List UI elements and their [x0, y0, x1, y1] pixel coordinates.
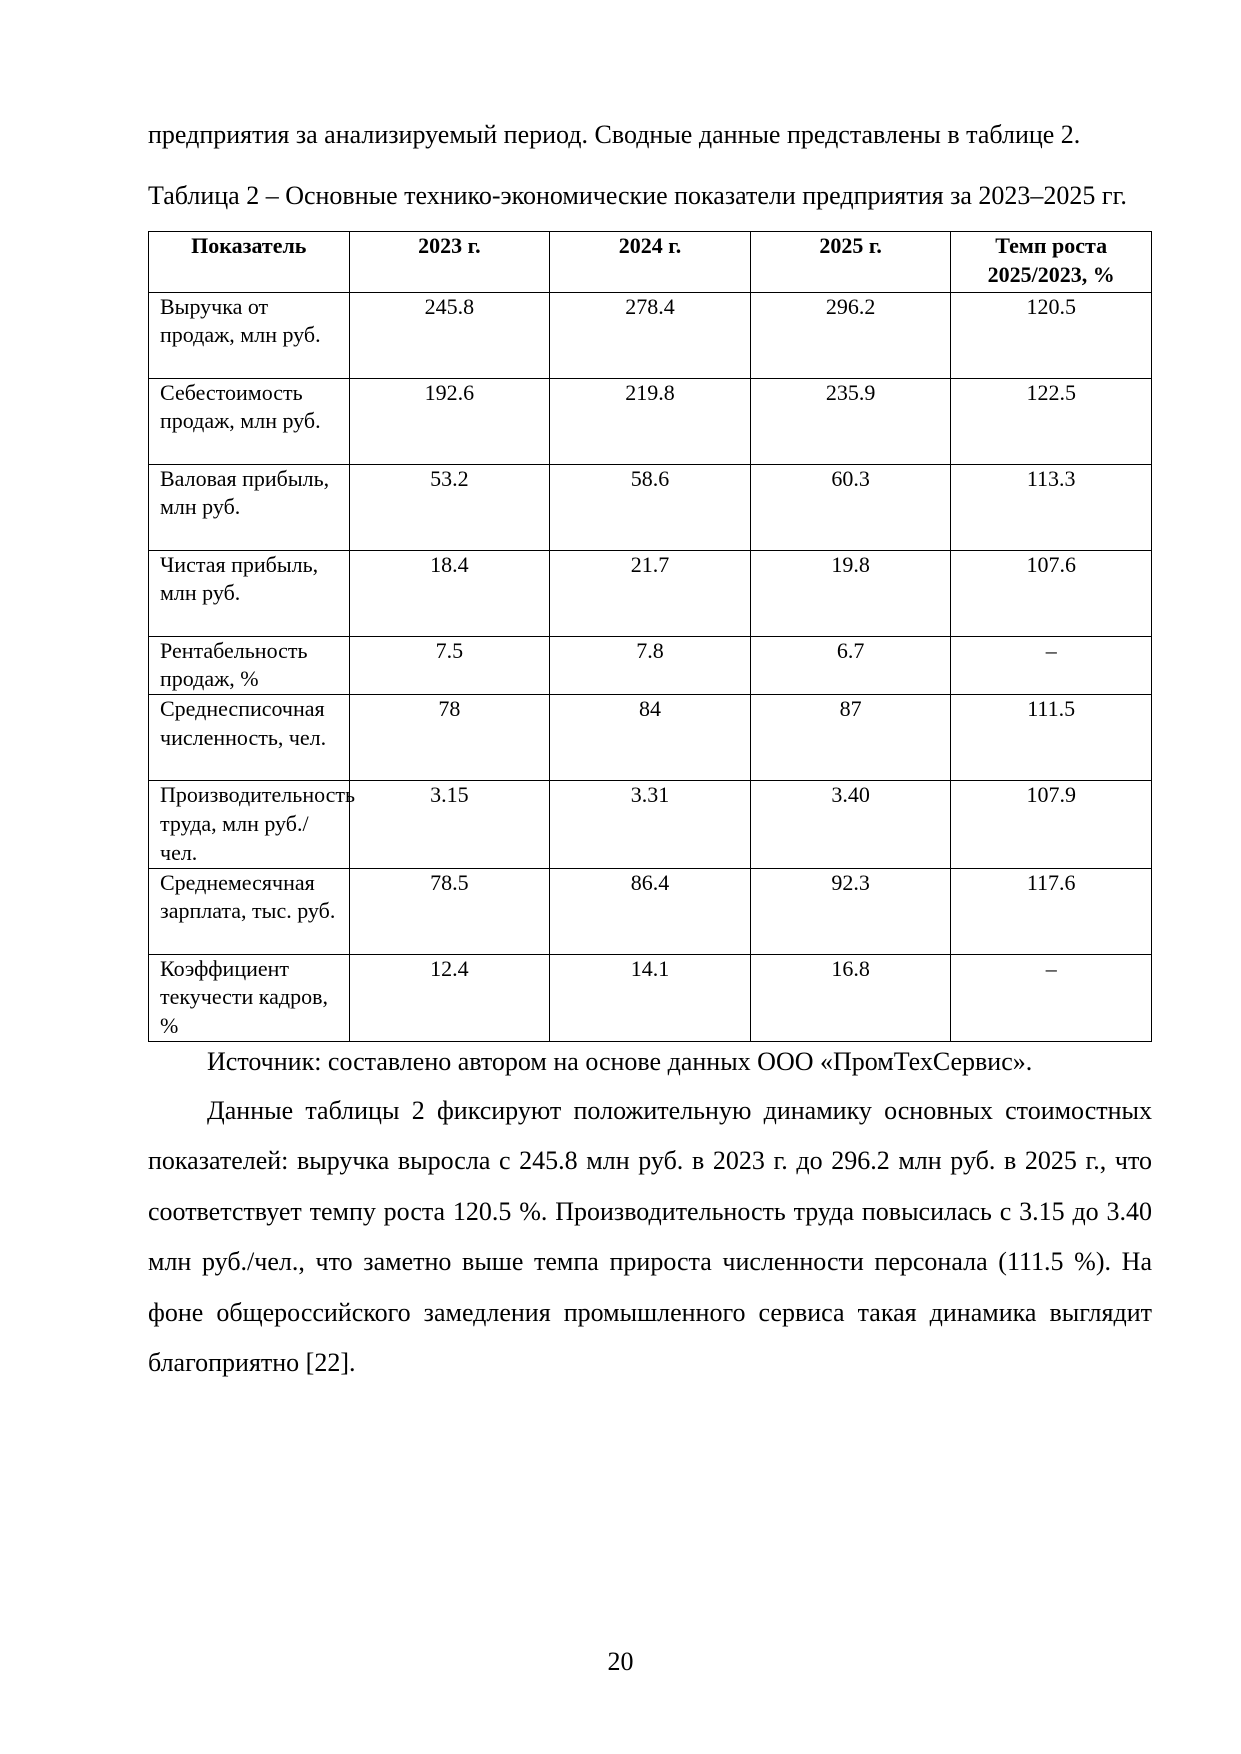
header-indicator: Показатель — [149, 232, 350, 293]
table-row — [149, 550, 1152, 636]
cell-2024: 84 — [550, 695, 751, 781]
analysis-paragraph: Данные таблицы 2 фиксируют положительную динамику основных стоимостных показателей: выручка выросла с 245.8 млн руб. в 2023 г. до 296.2 млн руб. в 2025 г., что соответствует темпу роста 120.5 %. Производительность труда повысилась с 3.15 до 3.40 млн руб./чел., что заметно выше темпа прироста численности персонала (111.5 %). На фоне общероссийского замедления промышленного сервиса такая динамика выглядит благоприятно [22]. — [148, 1095, 1152, 1378]
cell-2025: 87 — [750, 695, 951, 781]
document-page — [148, 110, 1152, 1389]
header-2025: 2025 г. — [750, 232, 951, 293]
header-growth: Темп роста 2025/2023, % — [951, 232, 1152, 293]
row-label: Валовая прибыль, млн руб. — [149, 464, 350, 550]
row-label: Чистая прибыль, млн руб. — [149, 550, 350, 636]
cell-2024: 14.1 — [550, 954, 751, 1041]
cell-2024: 58.6 — [550, 464, 751, 550]
cell-growth: – — [951, 954, 1152, 1041]
table-header-row — [149, 232, 1152, 293]
header-2024: 2024 г. — [550, 232, 751, 293]
cell-growth: – — [951, 636, 1152, 695]
cell-growth: 122.5 — [951, 378, 1152, 464]
row-label: Среднемесячная зарплата, тыс. руб. — [149, 868, 350, 954]
cell-growth: 107.9 — [951, 781, 1152, 868]
cell-2023: 53.2 — [349, 464, 550, 550]
cell-growth: 117.6 — [951, 868, 1152, 954]
cell-2024: 21.7 — [550, 550, 751, 636]
cell-2023: 78.5 — [349, 868, 550, 954]
indicators-table — [148, 231, 1152, 1042]
cell-2024: 3.31 — [550, 781, 751, 868]
table-row — [149, 868, 1152, 954]
cell-growth: 111.5 — [951, 695, 1152, 781]
cell-2023: 245.8 — [349, 292, 550, 378]
table-row — [149, 292, 1152, 378]
table-source-note: Источник: составлено автором на основе данных ООО «ПромТехСервис». — [207, 1046, 1033, 1076]
table-row — [149, 781, 1152, 868]
cell-2025: 16.8 — [750, 954, 951, 1041]
cell-growth: 113.3 — [951, 464, 1152, 550]
table-row — [149, 695, 1152, 781]
cell-2023: 3.15 — [349, 781, 550, 868]
cell-2024: 278.4 — [550, 292, 751, 378]
cell-2025: 6.7 — [750, 636, 951, 695]
cell-2023: 12.4 — [349, 954, 550, 1041]
cell-2024: 219.8 — [550, 378, 751, 464]
table-row — [149, 954, 1152, 1041]
row-label: Производительность труда, млн руб./чел. — [149, 781, 350, 868]
cell-2025: 235.9 — [750, 378, 951, 464]
page-number: 20 — [607, 1647, 634, 1676]
cell-2024: 86.4 — [550, 868, 751, 954]
cell-2025: 92.3 — [750, 868, 951, 954]
cell-growth: 120.5 — [951, 292, 1152, 378]
row-label: Себестоимость продаж, млн руб. — [149, 378, 350, 464]
header-2023: 2023 г. — [349, 232, 550, 293]
cell-2023: 7.5 — [349, 636, 550, 695]
cell-growth: 107.6 — [951, 550, 1152, 636]
cell-2023: 78 — [349, 695, 550, 781]
cell-2025: 3.40 — [750, 781, 951, 868]
row-label: Выручка от продаж, млн руб. — [149, 292, 350, 378]
cell-2025: 296.2 — [750, 292, 951, 378]
table-row — [149, 378, 1152, 464]
intro-paragraph: предприятия за анализируемый период. Сводные данные представлены в таблице 2. — [148, 120, 1081, 149]
row-label: Рентабельность продаж, % — [149, 636, 350, 695]
row-label: Коэффициент текучести кадров, % — [149, 954, 350, 1041]
row-label: Среднесписочная численность, чел. — [149, 695, 350, 781]
table-caption: Таблица 2 – Основные технико-экономические показатели предприятия за 2023–2025 гг. — [148, 180, 1127, 210]
cell-2024: 7.8 — [550, 636, 751, 695]
table-row — [149, 464, 1152, 550]
cell-2023: 192.6 — [349, 378, 550, 464]
cell-2025: 60.3 — [750, 464, 951, 550]
table-row — [149, 636, 1152, 695]
cell-2023: 18.4 — [349, 550, 550, 636]
cell-2025: 19.8 — [750, 550, 951, 636]
